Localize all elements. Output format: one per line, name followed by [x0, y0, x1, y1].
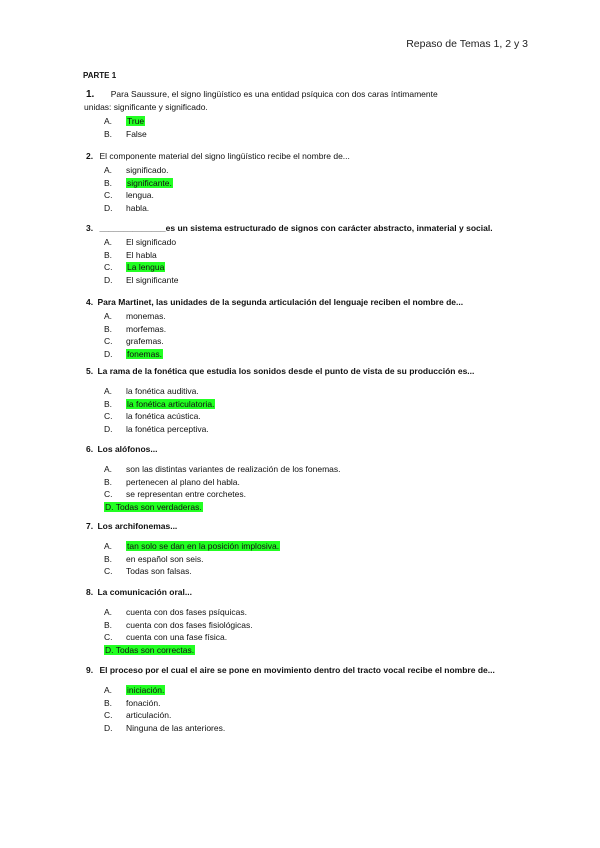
option-c[interactable]: C. se representan entre corchetes.	[104, 489, 247, 500]
question-4-text	[86, 296, 526, 308]
document-header: Repaso de Temas 1, 2 y 3	[406, 38, 528, 50]
option-text: El habla	[126, 249, 157, 260]
option-text: significado.	[126, 165, 169, 176]
option-text: cuenta con dos fases psíquicas.	[126, 607, 247, 618]
option-a[interactable]: A. son las distintas variantes de realización de los fonemas.	[104, 464, 341, 475]
option-b[interactable]: B. morfemas.	[104, 323, 167, 334]
option-c[interactable]: C. cuenta con una fase física.	[104, 632, 228, 643]
option-b[interactable]: B. significante.	[104, 177, 172, 188]
option-text: D. Todas son verdaderas.	[105, 501, 202, 512]
question-5	[86, 365, 526, 435]
option-d[interactable]: D. la fonética perceptiva.	[104, 423, 209, 434]
option-a[interactable]: A. tan solo se dan en la posición implosiva.	[104, 541, 280, 552]
option-c[interactable]: C. la fonética acústica.	[104, 411, 201, 422]
option-text: D. Todas son correctas.	[105, 644, 195, 655]
question-7	[86, 520, 526, 578]
question-1-text	[86, 88, 526, 101]
option-b[interactable]: B. pertenecen al plano del habla.	[104, 476, 240, 487]
option-text: fonación.	[126, 697, 161, 708]
question-number: 1.	[86, 89, 95, 100]
option-text: cuenta con dos fases fisiológicas.	[126, 619, 253, 630]
option-a[interactable]: A. la fonética auditiva.	[104, 386, 199, 397]
option-text: grafemas.	[126, 336, 164, 347]
option-text: iniciación.	[127, 685, 165, 696]
option-text: se representan entre corchetes.	[126, 489, 247, 500]
question-number: 7.	[86, 521, 94, 531]
option-list	[86, 684, 526, 734]
option-text: la fonética auditiva.	[126, 386, 199, 397]
option-d[interactable]: D. El significante	[104, 274, 179, 285]
question-text: ______________es un sistema estructurado de signos con carácter abstracto, inmaterial y social.	[99, 223, 493, 233]
part-title: PARTE 1	[83, 71, 117, 80]
option-text: El significante	[126, 274, 179, 285]
option-b[interactable]: B. la fonética articulatoria.	[104, 398, 215, 409]
option-text: El significado	[126, 237, 177, 248]
question-text: Los alófonos...	[97, 444, 158, 454]
option-text: Ninguna de las anteriores.	[126, 722, 226, 733]
question-7-text	[86, 520, 526, 532]
option-c[interactable]: C. grafemas.	[104, 336, 164, 347]
question-text: El componente material del signo lingüístico recibe el nombre de...	[99, 151, 350, 161]
question-6	[86, 443, 526, 513]
option-list	[86, 463, 526, 513]
option-list	[86, 385, 526, 435]
option-b[interactable]: B. False	[104, 128, 147, 139]
option-text: La lengua	[127, 262, 165, 273]
question-number: 6.	[86, 444, 94, 454]
option-list	[86, 606, 526, 656]
question-text: El proceso por el cual el aire se pone en movimiento dentro del tracto vocal recibe el nombre de...	[99, 665, 495, 675]
option-b[interactable]: B. en español son seis.	[104, 553, 204, 564]
option-a[interactable]: A. iniciación.	[104, 685, 165, 696]
option-text: habla.	[126, 202, 150, 213]
option-text: son las distintas variantes de realización de los fonemas.	[126, 464, 341, 475]
option-c[interactable]: C. articulación.	[104, 710, 172, 721]
option-text: Todas son falsas.	[126, 566, 192, 577]
option-text: pertenecen al plano del habla.	[126, 476, 240, 487]
question-number: 5.	[86, 366, 94, 376]
option-text: fonemas.	[127, 348, 162, 359]
option-list	[86, 310, 526, 360]
option-c[interactable]: C. La lengua	[104, 262, 165, 273]
option-text: monemas.	[126, 311, 166, 322]
option-d[interactable]: D. habla.	[104, 202, 150, 213]
option-text: la fonética articulatoria.	[127, 398, 215, 409]
option-d[interactable]	[86, 501, 526, 514]
question-number: 2.	[86, 151, 94, 161]
option-text: articulación.	[126, 710, 172, 721]
question-text: La rama de la fonética que estudia los sonidos desde el punto de vista de su producción es...	[97, 366, 475, 376]
question-text: Para Martinet, las unidades de la segunda articulación del lenguaje reciben el nombre de...	[97, 297, 464, 307]
question-1	[86, 88, 526, 140]
option-text: lengua.	[126, 190, 154, 201]
question-number: 8.	[86, 587, 94, 597]
option-d[interactable]: D. Ninguna de las anteriores.	[104, 722, 226, 733]
option-b[interactable]: B. cuenta con dos fases fisiológicas.	[104, 619, 253, 630]
option-a[interactable]: A. monemas.	[104, 311, 166, 322]
question-4	[86, 296, 526, 360]
question-3-text	[86, 222, 526, 234]
option-c[interactable]: C. lengua.	[104, 190, 154, 201]
option-a[interactable]: A. significado.	[104, 165, 169, 176]
option-d[interactable]	[86, 644, 526, 657]
option-list	[86, 164, 526, 214]
option-text: tan solo se dan en la posición implosiva.	[127, 541, 280, 552]
question-6-text	[86, 443, 526, 455]
option-text: False	[126, 128, 147, 139]
option-a[interactable]: A. El significado	[104, 237, 177, 248]
option-c[interactable]: C. Todas son falsas.	[104, 566, 192, 577]
option-list	[86, 236, 526, 286]
option-text: significante.	[127, 177, 172, 188]
question-number: 3.	[86, 223, 94, 233]
question-5-text	[86, 365, 526, 377]
question-text: La comunicación oral...	[97, 587, 192, 597]
question-text-line1: Para Saussure, el signo lingüístico es una entidad psíquica con dos caras íntimamente	[110, 89, 438, 99]
question-8	[86, 586, 526, 656]
option-text: cuenta con una fase física.	[126, 632, 228, 643]
question-text-line2: unidas: significante y significado.	[84, 102, 208, 112]
option-d[interactable]: D. fonemas.	[104, 348, 162, 359]
question-2-text	[86, 150, 526, 162]
question-9	[86, 664, 526, 734]
option-text: morfemas.	[126, 323, 167, 334]
question-3	[86, 222, 526, 286]
option-a[interactable]: A. cuenta con dos fases psíquicas.	[104, 607, 247, 618]
option-b[interactable]: B. fonación.	[104, 697, 161, 708]
question-text: Los archifonemas...	[97, 521, 178, 531]
question-9-text	[86, 664, 526, 676]
option-list	[86, 540, 526, 578]
option-list	[86, 115, 526, 140]
question-2	[86, 150, 526, 214]
question-number: 4.	[86, 297, 94, 307]
option-text: True	[127, 116, 145, 127]
option-text: la fonética perceptiva.	[126, 423, 209, 434]
option-text: en español son seis.	[126, 553, 204, 564]
option-text: la fonética acústica.	[126, 411, 201, 422]
question-8-text	[86, 586, 526, 598]
question-number: 9.	[86, 665, 94, 675]
option-b[interactable]: B. El habla	[104, 249, 157, 260]
option-a[interactable]: A. True	[104, 116, 145, 127]
